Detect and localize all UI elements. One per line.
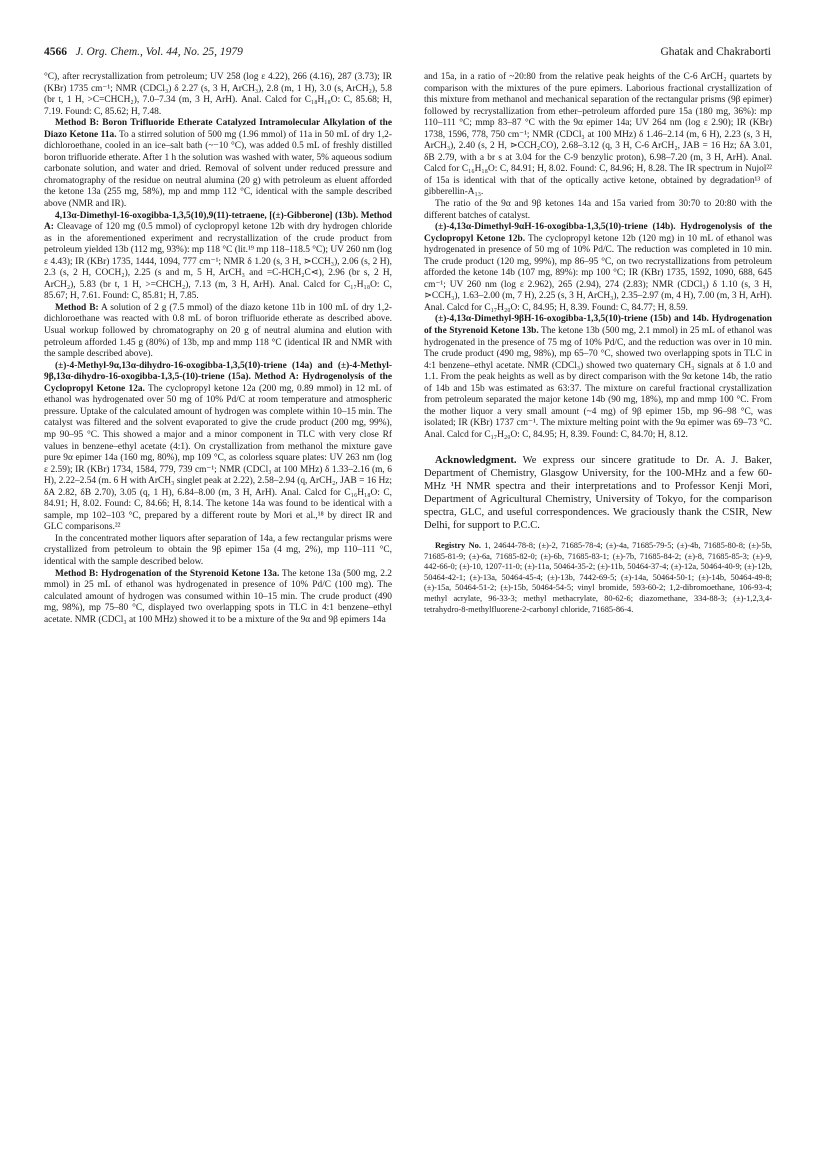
paragraph [44, 118, 392, 210]
paragraph-text: Cleavage of 120 mg (0.5 mmol) of cyclopropyl ketone 12b with dry hydrogen chloride as in the aforementioned experiment and recrystallization of the crude product from petroleum yielded 13b (112 mg, 93%): mp 118 °C (lit.¹⁹ mp 118–118.5 °C); UV 260 nm (log ε 4.43); IR (KBr) 1735, 1444, 1094, 777 cm⁻¹; NMR δ 1.20 (s, 3 H, ⋗CCH₃), 2.06 (s, 2 H), 2.3 (s, 2 H, COCH₂), 2.25 (s and m, 5 H, ArCH₃ and =C-HCH₂C⋖), 2.96 (br s, 2 H, ArCH₂), 5.83 (br t, 1 H, >=CHCH₂), 7.13 (m, 3 H, ArH). Anal. Calcd for C₁₇H₁₈O: C, 85.67; H, 7.61. Found: C, 85.81; H, 7.85. [44, 222, 393, 302]
registry-numbers [424, 541, 772, 615]
section-heading: Method B: Boron Trifluoride Etherate Catalyzed Intramolecular Alkylation of the Diazo Ketone 11a. [44, 118, 392, 140]
paragraph [424, 222, 772, 314]
running-header [44, 46, 771, 62]
paragraph: In the concentrated mother liquors after separation of 14a, a few rectangular prisms were crystallized from petroleum to obtain the 9β epimer 15a (4 mg, 2%), mp 110–111 °C, identical with the sample described below. [44, 533, 392, 567]
header-left [44, 46, 243, 58]
paragraph-text: The ketone 13b (500 mg, 2.1 mmol) in 25 mL of ethanol was hydrogenated in the presence of 75 mg of 10% Pd/C, and the reduction was over in 10 min. The crude product (490 mg, 98%), mp 65–70 °C, showed two overlapping spots in TLC in 4:1 benzene–ethyl acetate. NMR (CDCl₃) showed two quaternary CH₃ signals at δ 1.0 and 1.1. From the peak heights as well as by direct comparison with the 9α ketone 14b, the ratio of 14b and 15b was estimated as 63:37. The mixture on careful fractional crystallization from petroleum separated the major ketone 14b (90 mg, 18%), mp and mmp 100 °C. From the mother liquor a very small amount (~4 mg) of 9β epimer 15b, mp 96–98 °C, was isolated; IR (KBr) 1737 cm⁻¹. The mixture melting point with the 9α epimer was 69–73 °C. Anal. Calcd for C₁₇H₂₀O: C, 84.95; H, 8.39. Found: C, 84.70; H, 8.12. [424, 326, 772, 440]
right-column [424, 72, 772, 615]
section-heading: Method B: [55, 302, 99, 313]
paragraph [44, 303, 392, 361]
registry-heading: Registry No. [435, 541, 481, 551]
paragraph [44, 211, 392, 303]
section-heading: Method B: Hydrogenation of the Styrenoid Ketone 13a. [55, 568, 280, 579]
section-heading: 4,13α-Dimethyl-16-oxogibba-1,3,5(10),9(11)-tetraene, [(±)-Gibberone] (13b). Method A: [44, 210, 392, 233]
paragraph: and 15a, in a ratio of ~20:80 from the relative peak heights of the C-6 ArCH₂ quartets by comparison with the mixtures of the pure epimers. Laborious fractional crystallization of this mixture from methanol and mechanical separation of the rectangular prisms (9β epimer) followed by recrystallization from ether–petroleum afforded pure 15a (180 mg, 36%): mp 110–111 °C; mmp 83–87 °C with the 9α epimer 14a; UV 264 nm (log ε 2.90); IR (KBr) 1738, 1596, 778, 750 cm⁻¹; NMR (CDCl₃ at 100 MHz) δ 1.46–2.14 (m, 6 H), 2.23 (s, 3 H, ArCH₃), 2.40 (s, 2 H, ⋗CCH₂CO), 2.68–3.12 (q, 3 H, C-6 ArCH₂, JAB = 16 Hz; δA 3.01, δB 2.79, with a br s at 3.04 for the C-9 benzylic proton), 6.98–7.20 (m, 3 H, ArH). Anal. Calcd for C₁₆H₁₈O: C, 84.91; H, 8.02. Found: C, 84.96; H, 8.28. The IR spectrum in Nujol²² of 15a is identical with that of the optically active ketone, obtained by degradation¹³ of gibberellin-A₁₃. [424, 72, 772, 198]
paragraph-text: The cyclopropyl ketone 12b (120 mg) in 10 mL of ethanol was hydrogenated in presence of 50 mg of 10% Pd/C. The reduction was completed in 10 min. The crude product (120 mg, 99%), mp 86–95 °C, on two recrystallizations from petroleum afforded the ketone 14b (107 mg, 89%): mp 100 °C; IR (KBr) 1735, 1592, 1090, 688, 645 cm⁻¹; UV 260 nm (log ε 2.962), 265 (2.94), 274 (2.83); NMR (CDCl₃) δ 1.10 (s, 3 H, ⋗CCH₃), 1.63–2.00 (m, 7 H), 2.25 (s, 3 H, ArCH₃), 2.35–2.97 (m, 4 H), 7.00 (m, 3 H, ArH). Anal. Calcd for C₁₇H₂₀O: C, 84.95; H, 8.39. Found: C, 84.77; H, 8.59. [424, 233, 772, 313]
paragraph: The ratio of the 9α and 9β ketones 14a and 15a varied from 30:70 to 20:80 with the different batches of catalyst. [424, 199, 772, 221]
acknowledgment-heading: Acknowledgment. [435, 454, 517, 466]
paragraph-text: The cyclopropyl ketone 12a (200 mg, 0.89 mmol) in 12 mL of ethanol was hydrogenated over 50 mg of 10% Pd/C at room temperature and atmospheric pressure. Uptake of the calculated amount of hydrogen was complete within 10–15 min. The catalyst was filtered and the solvent evaporated to give the crude product (200 mg, 99%), mp 90–95 °C. This showed a major and a minor component in TLC with very close Rf values in benzene–ethyl acetate (4:1). On crystallization from methanol the mixture gave pure 9α epimer 14a (160 mg, 80%), mp 109 °C, as colorless square plates: UV 263 nm (log ε 2.59); IR (KBr) 1734, 1584, 779, 739 cm⁻¹; NMR (CDCl₃ at 100 MHz) δ 1.33–2.16 (m, 6 H), 2.22–2.54 (m. 6 H with ArCH₃ singlet peak at 2.22), 2.58–2.94 (q, ArCH₂, JAB = 16 Hz; δA 2.82, δB 2.70), 3.05 (q, 1 H), 6.84–8.00 (m, 3 H, ArH). Anal. Calcd for C₁₆H₁₈O: C, 84.91; H, 8.02. Found: C, 84.66; H, 8.14. The ketone 14a was found to be identical with a sample, mp 102–103 °C, prepared by a different route by Mori et al.,¹⁸ by direct IR and GLC comparisons.²² [44, 383, 392, 533]
paragraph-text: To a stirred solution of 500 mg (1.96 mmol) of 11a in 50 mL of dry 1,2-dichloroethane, cooled in an ice–salt bath (~−10 °C), was added 0.5 mL of freshly distilled boron trifluoride etherate. After 1 h the solution was washed with water, 5% aqueous sodium carbonate solution, and water and dried. Removal of solvent under reduced pressure and chromatography of the residue on neutral alumina (20 g) with petroleum as eluent afforded the ketone 13a (255 mg, 58%), mp and mmp 112 °C, identical with the sample described above (NMR and IR). [44, 129, 392, 210]
paragraph-text: A solution of 2 g (7.5 mmol) of the diazo ketone 11b in 100 mL of dry 1,2-dichloroethane was reacted with 0.8 mL of boron trifluoride etherate as described above. Usual workup followed by chromatography on 20 g of neutral alumina and elution with petroleum afforded 1.45 g (80%) of 13b, mp and mmp 118 °C (identical IR and NMR with the sample described above). [44, 302, 393, 360]
paragraph [44, 569, 392, 627]
page-number: 4566 [44, 46, 67, 58]
acknowledgment-text: We express our sincere gratitude to Dr. A. J. Baker, Department of Chemistry, Glasgow University, for the 100-MHz and a few 60-MHz ¹H NMR spectra and their interpretations and to Professor Kenji Mori, Department of Agricultural Chemistry, University of Tokyo, for the comparison spectra, GLC, and useful correspondences. We graciously thank the CSIR, New Delhi, for support to P.C.C. [424, 454, 772, 531]
paragraph [424, 314, 772, 441]
paragraph-text: The ketone 13a (500 mg, 2.2 mmol) in 25 mL of ethanol was hydrogenated in presence of 10% Pd/C (100 mg). The calculated amount of hydrogen was consumed within 10–15 min. The crude product (490 mg, 98%), mp 75–80 °C, displayed two overlapping spots in TLC in 4:1 benzene–ethyl acetate. NMR (CDCl₃ at 100 MHz) showed it to be a mixture of the 9α and 9β epimers 14a [44, 568, 392, 625]
section-heading: (±)-4,13α-Dimethyl-9βH-16-oxogibba-1,3,5(10)-triene (15b) and 14b. Hydrogenation of the Styrenoid Ketone 13b. [424, 314, 772, 337]
acknowledgment [424, 454, 772, 533]
section-heading: (±)-4,13α-Dimethyl-9αH-16-oxogibba-1,3,5(10)-triene (14b). Hydrogenolysis of the Cyclopropyl Ketone 12b. [424, 222, 772, 244]
section-heading: (±)-4-Methyl-9α,13α-dihydro-16-oxogibba-1,3,5(10)-triene (14a) and (±)-4-Methyl-9β,13α-dihydro-16-oxogibba-1,3,5-(10)-triene (15a). Method A: Hydrogenolysis of the Cyclopropyl Ketone 12a. [44, 360, 392, 394]
journal-citation: J. Org. Chem., Vol. 44, No. 25, 1979 [75, 46, 243, 58]
left-column [44, 72, 392, 626]
registry-text: 1, 24644-78-8; (±)-2, 71685-78-4; (±)-4a, 71685-79-5; (±)-4b, 71685-80-8; (±)-5b, 71685-81-9; (±)-6a, 71685-82-0; (±)-6b, 71685-83-1; (±)-7b, 71685-84-2; (±)-8, 71685-85-3; (±)-9, 442-66-0; (±)-10, 1207-11-0; (±)-11a, 50464-35-2; (±)-11b, 50464-37-4; (±)-12a, 50464-40-9; (±)-12b, 50464-42-1; (±)-13a, 50464-45-4; (±)-13b, 7442-69-5; (±)-14a, 50464-50-1; (±)-14b, 50464-49-8; (±)-15a, 50464-51-2; (±)-15b, 50464-54-5; vinyl bromide, 593-60-2; 1,2-dibromoethane, 106-93-4; methyl acrylate, 96-33-3; methyl methacrylate, 80-62-6; diazomethane, 334-88-3; (±)-1,2,3,4-tetrahydro-8-methylfluorene-2-carbonyl chloride, 71685-86-4. [424, 541, 773, 614]
paragraph: °C), after recrystallization from petroleum; UV 258 (log ε 4.22), 266 (4.16), 287 (3.73); IR (KBr) 1735 cm⁻¹; NMR (CDCl₃) δ 2.27 (s, 3 H, ArCH₃), 2.8 (m, 1 H), 3.0 (s, ArCH₂), 5.8 (br t, 1 H, >C=CHCH₂), 7.0–7.34 (m, 3 H, ArH). Anal. Calcd for C₁₈H₁₈O: C, 85.68; H, 7.19. Found: C, 85.62; H, 7.48. [44, 72, 392, 117]
paragraph [44, 361, 392, 534]
header-authors: Ghatak and Chakraborti [660, 46, 771, 58]
